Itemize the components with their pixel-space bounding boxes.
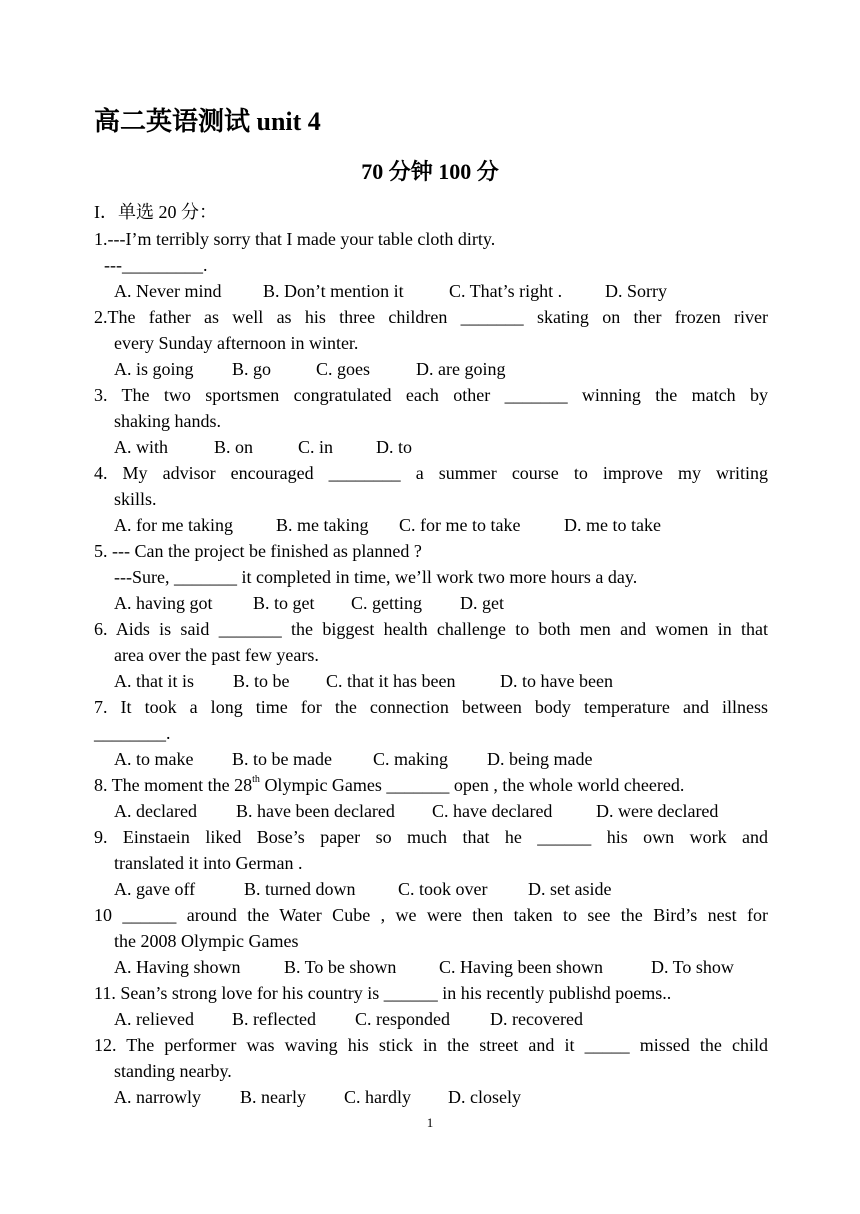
question-body	[94, 198, 768, 1110]
option-d: D. set aside	[528, 879, 612, 899]
option-d: D. to	[376, 437, 412, 457]
option-d: D. get	[460, 593, 504, 613]
option-b: B. nearly	[240, 1087, 306, 1107]
question-2-stem-line1: 2.The father as well as his three children _______ skating on ther frozen river	[94, 307, 768, 327]
option-d: D. recovered	[490, 1009, 583, 1029]
option-a: A. that it is	[114, 671, 194, 691]
option-a: A. declared	[114, 801, 197, 821]
question-3-stem-line1: 3. The two sportsmen congratulated each other _______ winning the match by	[94, 385, 768, 405]
question-12-stem-line2: standing nearby.	[114, 1061, 232, 1081]
option-d: D. are going	[416, 359, 506, 379]
option-b: B. on	[214, 437, 254, 457]
option-a: A. Having shown	[114, 957, 241, 977]
option-a: A. with	[114, 437, 168, 457]
question-8-options	[94, 798, 768, 824]
question-5-stem: 5. --- Can the project be finished as planned ?	[94, 541, 422, 561]
question-5-options	[94, 590, 768, 616]
option-b: B. to be	[233, 671, 290, 691]
option-a: A. is going	[114, 359, 194, 379]
question-7-options	[94, 746, 768, 772]
option-c: C. that it has been	[326, 671, 456, 691]
option-a: A. Never mind	[114, 281, 222, 301]
option-c: C. for me to take	[399, 515, 521, 535]
question-2-stem-line2: every Sunday afternoon in winter.	[114, 333, 359, 353]
option-d: D. Sorry	[605, 281, 667, 301]
option-a: A. having got	[114, 593, 213, 613]
question-10-options	[94, 954, 768, 980]
question-10-stem-line1: 10 ______ around the Water Cube , we were then taken to see the Bird’s nest for	[94, 905, 768, 925]
option-b: B. reflected	[232, 1009, 316, 1029]
question-9-stem-line1: 9. Einstaein liked Bose’s paper so much that he ______ his own work and	[94, 827, 768, 847]
question-7-stem-line1: 7. It took a long time for the connection between body temperature and illness	[94, 697, 768, 717]
option-d: D. closely	[448, 1087, 521, 1107]
option-c: C. making	[373, 749, 448, 769]
option-d: D. to have been	[500, 671, 613, 691]
page-subtitle: 70 分钟 100 分	[361, 159, 499, 184]
option-c: C. getting	[351, 593, 422, 613]
question-6-stem-line1: 6. Aids is said _______ the biggest health challenge to both men and women in that	[94, 619, 768, 639]
question-3-options	[94, 434, 768, 460]
option-b: B. to be made	[232, 749, 332, 769]
ordinal-suffix: th	[252, 774, 260, 785]
page-title: 高二英语测试 unit 4	[94, 107, 321, 136]
question-1-stem: 1.---I’m terribly sorry that I made your table cloth dirty.	[94, 229, 496, 249]
option-d: D. To show	[651, 957, 734, 977]
option-a: A. gave off	[114, 879, 196, 899]
option-c: C. took over	[398, 879, 488, 899]
option-b: B. have been declared	[236, 801, 395, 821]
question-12-options	[94, 1084, 768, 1110]
question-10-stem-line2: the 2008 Olympic Games	[114, 931, 299, 951]
question-4-stem-line2: skills.	[114, 489, 157, 509]
option-c: C. in	[298, 437, 334, 457]
question-8-stem	[94, 772, 768, 798]
section-heading: I．单选 20 分：	[94, 202, 217, 222]
option-c: C. Having been shown	[439, 957, 603, 977]
question-8-stem-part1: 8. The moment the 28	[94, 775, 253, 795]
question-1-options	[94, 278, 768, 304]
option-c: C. have declared	[432, 801, 553, 821]
question-11-stem: 11. Sean’s strong love for his country is ______ in his recently publishd poems..	[94, 983, 672, 1003]
option-c: C. hardly	[344, 1087, 411, 1107]
page-number: 1	[426, 1115, 434, 1130]
question-4-options	[94, 512, 768, 538]
question-3-stem-line2: shaking hands.	[114, 411, 221, 431]
option-c: C. That’s right .	[449, 281, 563, 301]
option-b: B. to get	[253, 593, 315, 613]
question-5-reply: ---Sure, _______ it completed in time, we’ll work two more hours a day.	[114, 567, 638, 587]
question-6-options	[94, 668, 768, 694]
question-12-stem-line1: 12. The performer was waving his stick in the street and it _____ missed the child	[94, 1035, 768, 1055]
option-b: B. me taking	[276, 515, 369, 535]
option-b: B. turned down	[244, 879, 356, 899]
option-a: A. narrowly	[114, 1087, 201, 1107]
question-8-stem-part2: Olympic Games _______ open , the whole world cheered.	[259, 775, 685, 795]
option-d: D. being made	[487, 749, 593, 769]
question-9-options	[94, 876, 768, 902]
question-1-reply: ---_________.	[104, 255, 208, 275]
question-4-stem-line1: 4. My advisor encouraged ________ a summer course to improve my writing	[94, 463, 768, 483]
option-c: C. responded	[355, 1009, 450, 1029]
question-2-options	[94, 356, 768, 382]
question-11-options	[94, 1006, 768, 1032]
question-7-stem-line2: ________.	[94, 723, 171, 743]
option-b: B. Don’t mention it	[263, 281, 404, 301]
option-b: B. go	[232, 359, 272, 379]
question-9-stem-line2: translated it into German .	[114, 853, 303, 873]
option-d: D. me to take	[564, 515, 661, 535]
question-6-stem-line2: area over the past few years.	[114, 645, 319, 665]
option-a: A. to make	[114, 749, 194, 769]
option-d: D. were declared	[596, 801, 719, 821]
option-b: B. To be shown	[284, 957, 397, 977]
option-a: A. relieved	[114, 1009, 194, 1029]
option-a: A. for me taking	[114, 515, 233, 535]
option-c: C. goes	[316, 359, 370, 379]
